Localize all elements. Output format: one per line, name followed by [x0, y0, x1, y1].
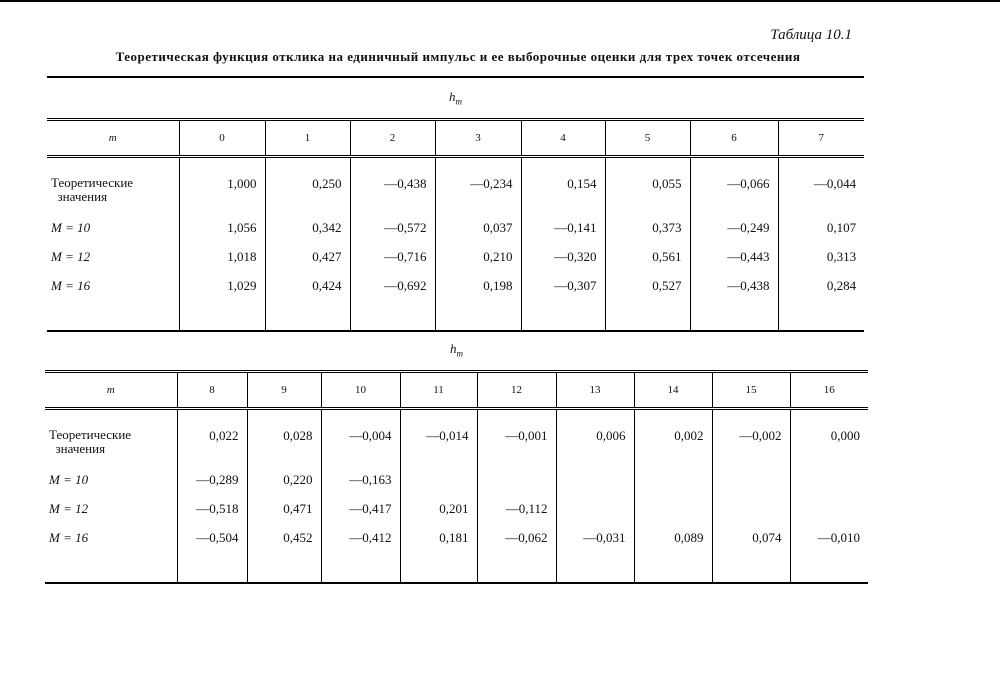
- column-header-row: [47, 120, 864, 157]
- value-cell: [635, 472, 704, 501]
- data-column: [321, 409, 400, 583]
- value-cell: —0,234: [470, 176, 513, 191]
- data-column: [400, 409, 477, 583]
- value-cell: —0,572: [384, 220, 427, 235]
- value-cell: —0,716: [384, 249, 427, 264]
- value-cell: 1,029: [227, 278, 257, 293]
- data-column: [790, 409, 868, 583]
- row-label-m10: M = 10: [49, 472, 89, 487]
- data-column: [521, 157, 605, 331]
- value-cell: —0,004: [349, 428, 392, 443]
- data-column: [179, 157, 265, 331]
- value-cell: 0,022: [209, 428, 239, 443]
- value-cell: 0,002: [674, 428, 704, 443]
- col-header: 16: [790, 372, 868, 409]
- col-header: 8: [177, 372, 247, 409]
- value-cell: —0,044: [813, 176, 857, 191]
- row-label-theoretical: Теоретические значения: [49, 427, 132, 456]
- value-cell: 0,250: [312, 176, 342, 191]
- col-header: 3: [435, 120, 521, 157]
- value-cell: —0,163: [349, 472, 392, 487]
- value-cell: 0,471: [283, 501, 313, 516]
- col-header: 7: [778, 120, 864, 157]
- value-cell: [791, 472, 861, 501]
- value-cell: [791, 501, 861, 530]
- data-column: [605, 157, 690, 331]
- col-header: 15: [712, 372, 790, 409]
- value-cell: —0,438: [727, 278, 770, 293]
- value-cell: —0,518: [196, 501, 239, 516]
- data-column: [247, 409, 321, 583]
- value-cell: —0,141: [554, 220, 597, 235]
- data-column: [778, 157, 864, 331]
- data-column: [712, 409, 790, 583]
- value-cell: 0,342: [312, 220, 342, 235]
- col-header: 13: [556, 372, 634, 409]
- value-cell: 0,055: [652, 176, 682, 191]
- table-number: Таблица 10.1: [770, 27, 852, 43]
- value-cell: —0,031: [583, 530, 626, 545]
- value-cell: 0,198: [483, 278, 513, 293]
- col-header: 14: [634, 372, 712, 409]
- data-column: [634, 409, 712, 583]
- value-cell: 0,313: [826, 249, 857, 264]
- value-cell: —0,307: [554, 278, 597, 293]
- value-cell: [713, 472, 782, 501]
- row-labels: [47, 157, 179, 331]
- value-cell: 0,074: [752, 530, 782, 545]
- value-cell: 1,000: [227, 176, 257, 191]
- value-cell: 0,107: [826, 220, 857, 235]
- impulse-table-1: [47, 76, 864, 332]
- impulse-table-2: [45, 330, 868, 584]
- value-cell: 0,220: [283, 472, 313, 487]
- column-header-row: [45, 372, 868, 409]
- value-cell: 0,527: [652, 278, 682, 293]
- row-label-m12: M = 12: [51, 249, 91, 264]
- value-cell: [557, 472, 626, 501]
- col-header: 6: [690, 120, 778, 157]
- value-cell: [635, 501, 704, 530]
- value-cell: —0,010: [817, 530, 861, 545]
- value-cell: 0,000: [830, 428, 861, 443]
- value-cell: —0,001: [505, 428, 548, 443]
- data-body: [47, 157, 864, 331]
- value-cell: —0,014: [426, 428, 469, 443]
- value-cell: 0,089: [674, 530, 704, 545]
- row-label-m16: M = 16: [51, 278, 91, 293]
- value-cell: 0,028: [283, 428, 313, 443]
- col-header: 5: [605, 120, 690, 157]
- value-cell: 1,056: [227, 220, 257, 235]
- value-cell: —0,066: [727, 176, 770, 191]
- value-cell: —0,249: [727, 220, 770, 235]
- value-cell: 0,037: [483, 220, 513, 235]
- col-header: 2: [350, 120, 435, 157]
- value-cell: [557, 501, 626, 530]
- value-cell: —0,112: [505, 501, 548, 516]
- data-column: [690, 157, 778, 331]
- row-labels: [45, 409, 177, 583]
- data-column: [350, 157, 435, 331]
- value-cell: —0,438: [384, 176, 427, 191]
- value-cell: [401, 472, 469, 501]
- value-cell: —0,062: [505, 530, 548, 545]
- value-cell: 1,018: [227, 249, 257, 264]
- value-cell: 0,154: [567, 176, 597, 191]
- value-cell: [478, 472, 548, 501]
- value-cell: 0,210: [483, 249, 513, 264]
- m-header: m: [45, 372, 177, 409]
- data-column: [265, 157, 350, 331]
- value-cell: —0,002: [739, 428, 782, 443]
- value-cell: —0,692: [384, 278, 427, 293]
- data-column: [435, 157, 521, 331]
- col-header: 4: [521, 120, 605, 157]
- row-label-m16: M = 16: [49, 530, 89, 545]
- col-header: 10: [321, 372, 400, 409]
- value-cell: 0,181: [439, 530, 469, 545]
- value-cell: 0,452: [283, 530, 313, 545]
- value-cell: 0,201: [439, 501, 469, 516]
- col-header: 12: [477, 372, 556, 409]
- value-cell: —0,289: [196, 472, 239, 487]
- value-cell: [713, 501, 782, 530]
- value-cell: —0,504: [196, 530, 239, 545]
- m-header: m: [47, 120, 179, 157]
- value-cell: 0,373: [652, 220, 682, 235]
- top-border: [0, 0, 1000, 2]
- col-header: 1: [265, 120, 350, 157]
- data-column: [477, 409, 556, 583]
- row-label-theoretical: Теоретические значения: [51, 175, 134, 204]
- value-cell: —0,443: [727, 249, 770, 264]
- value-cell: —0,417: [349, 501, 392, 516]
- value-cell: —0,412: [349, 530, 392, 545]
- col-header: 11: [400, 372, 477, 409]
- row-label-m12: M = 12: [49, 501, 89, 516]
- col-header: 9: [247, 372, 321, 409]
- data-column: [556, 409, 634, 583]
- value-cell: 0,427: [312, 249, 342, 264]
- table-caption: Теоретическая функция отклика на единичный импульс и ее выборочные оценки для трех точек отсечения: [115, 49, 801, 64]
- value-cell: 0,561: [652, 249, 682, 264]
- value-cell: 0,424: [312, 278, 342, 293]
- hm-row: [45, 330, 868, 372]
- data-column: [177, 409, 247, 583]
- value-cell: —0,320: [554, 249, 597, 264]
- hm-row: [47, 77, 864, 120]
- hm-label: $h_m$: [47, 77, 864, 120]
- value-cell: 0,006: [596, 428, 626, 443]
- col-header: 0: [179, 120, 265, 157]
- hm-label: $h_m$: [450, 341, 464, 359]
- value-cell: 0,284: [826, 278, 857, 293]
- row-label-m10: M = 10: [51, 220, 91, 235]
- data-body: [45, 409, 868, 583]
